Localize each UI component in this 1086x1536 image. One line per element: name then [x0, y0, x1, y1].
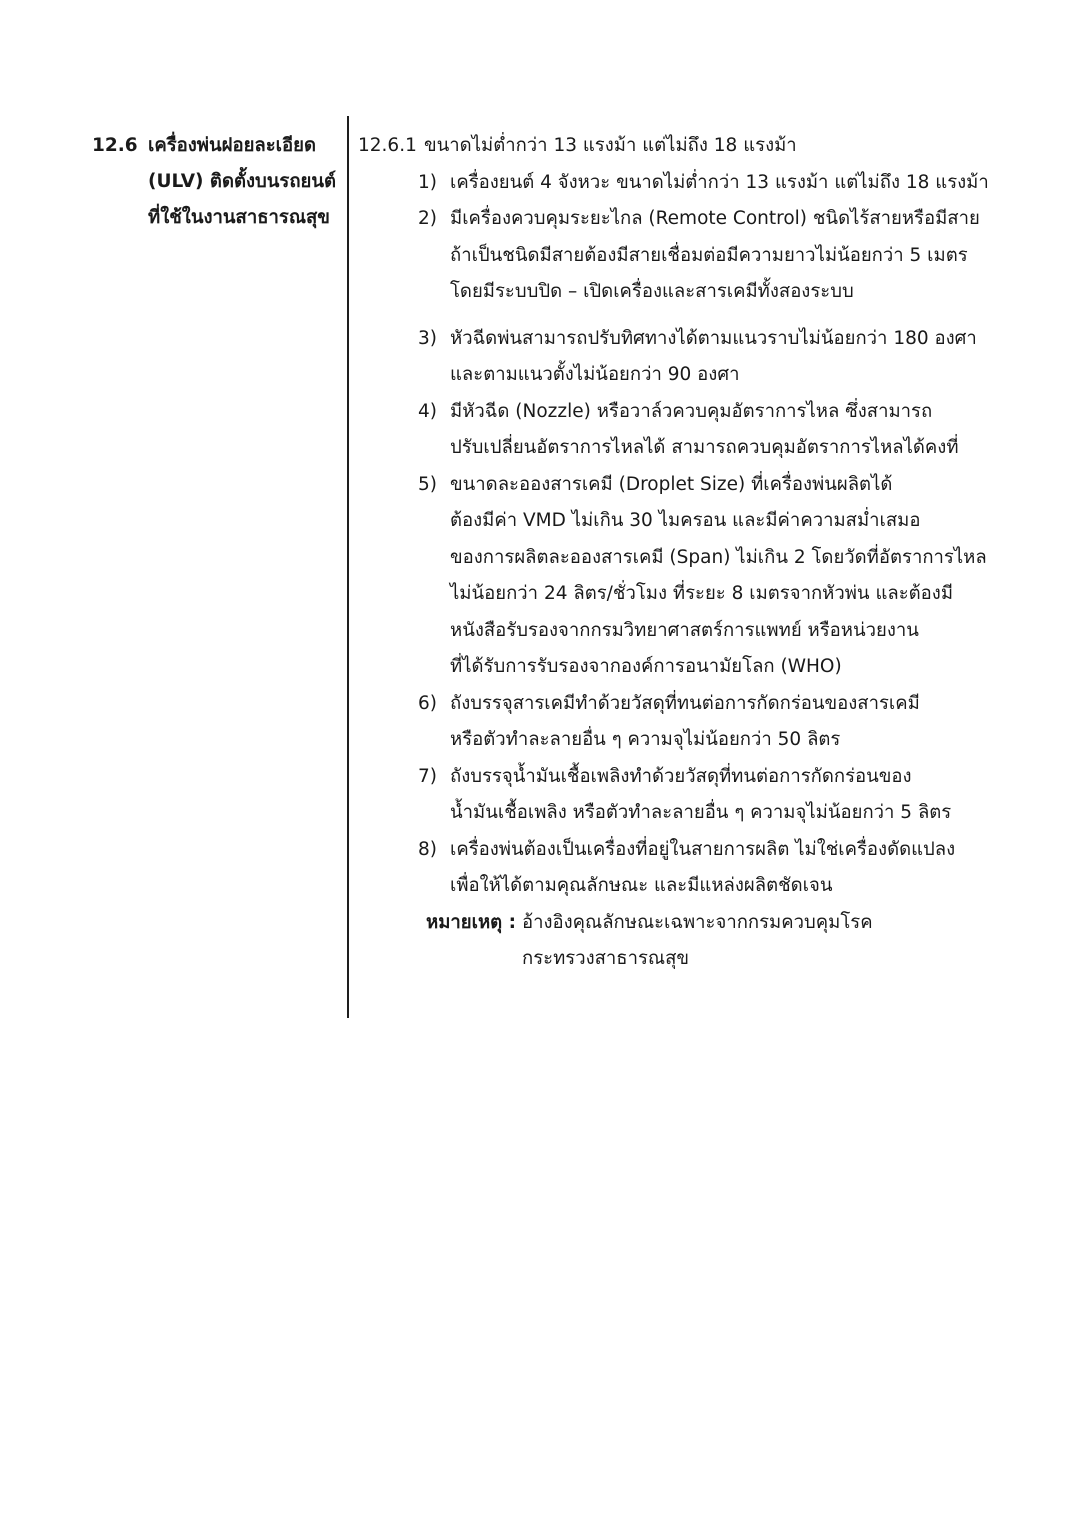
spec-item-line: ขนาดละอองสารเคมี (Droplet Size) ที่เครื่องพ่นผลิตได้ [450, 473, 893, 495]
specification-content [358, 128, 1038, 978]
subsection-text: ขนาดไม่ต่ำกว่า 13 แรงม้า แต่ไม่ถึง 18 แรงม้า [424, 135, 797, 156]
spec-item [358, 467, 1038, 686]
spec-item-line: หัวฉีดพ่นสามารถปรับทิศทางได้ตามแนวราบไม่น้อยกว่า 180 องศา [450, 327, 977, 349]
spec-item-line: มีเครื่องควบคุมระยะไกล (Remote Control) ชนิดไร้สายหรือมีสาย [450, 208, 980, 229]
spec-item [358, 686, 1038, 759]
spec-item-line: ปรับเปลี่ยนอัตราการไหลได้ สามารถควบคุมอัตราการไหลได้คงที่ [450, 437, 959, 458]
spec-item-line: ไม่น้อยกว่า 24 ลิตร/ชั่วโมง ที่ระยะ 8 เมตรจากหัวพ่น และต้องมี [450, 583, 954, 604]
spec-item-number: 5) [418, 473, 437, 495]
spec-item-number: 8) [418, 838, 437, 860]
spec-item-number: 2) [418, 208, 437, 229]
section-title-line: (ULV) ติดตั้งบนรถยนต์ [148, 171, 337, 192]
spec-item-number: 1) [418, 171, 437, 193]
spec-item-number: 3) [418, 327, 437, 349]
spec-item-line: ต้องมีค่า VMD ไม่เกิน 30 ไมครอน และมีค่าความสม่ำเสมอ [450, 510, 921, 531]
spec-item [358, 321, 1038, 394]
spec-item-line: น้ำมันเชื้อเพลิง หรือตัวทำละลายอื่น ๆ ความจุไม่น้อยกว่า 5 ลิตร [450, 802, 952, 823]
spec-item-line: เครื่องพ่นต้องเป็นเครื่องที่อยู่ในสายการผลิต ไม่ใช่เครื่องดัดแปลง [450, 838, 956, 860]
section-title [148, 128, 344, 236]
section-title-line: เครื่องพ่นฝอยละเอียด [148, 135, 316, 156]
spec-item [358, 165, 1038, 202]
spec-item-line: หรือตัวทำละลายอื่น ๆ ความจุไม่น้อยกว่า 50 ลิตร [450, 729, 841, 750]
spec-item-line: ถังบรรจุน้ำมันเชื้อเพลิงทำด้วยวัสดุที่ทนต่อการกัดกร่อนของ [450, 765, 912, 787]
note-line: อ้างอิงคุณลักษณะเฉพาะจากกรมควบคุมโรค [522, 911, 873, 933]
note-line: กระทรวงสาธารณสุข [522, 948, 690, 969]
spec-item-number: 6) [418, 692, 437, 714]
spec-item-line: ถ้าเป็นชนิดมีสายต้องมีสายเชื่อมต่อมีความยาวไม่น้อยกว่า 5 เมตร [450, 244, 968, 266]
spec-item [358, 759, 1038, 832]
spec-item [358, 394, 1038, 467]
section-number: 12.6 [92, 135, 138, 156]
spec-item-line: ของการผลิตละอองสารเคมี (Span) ไม่เกิน 2 โดยวัดที่อัตราการไหล [450, 546, 987, 568]
spec-item-number: 7) [418, 765, 437, 787]
note [358, 905, 1038, 978]
spec-item-number: 4) [418, 400, 437, 422]
spec-item-line: ถังบรรจุสารเคมีทำด้วยวัสดุที่ทนต่อการกัดกร่อนของสารเคมี [450, 692, 920, 714]
subsection-heading [358, 128, 1038, 165]
section-title-line: ที่ใช้ในงานสาธารณสุข [148, 207, 330, 228]
spec-item-line: เพื่อให้ได้ตามคุณลักษณะ และมีแหล่งผลิตชัดเจน [450, 875, 833, 896]
spec-item-line: ที่ได้รับการรับรองจากองค์การอนามัยโลก (WHO) [450, 656, 842, 677]
spec-item-line: และตามแนวตั้งไม่น้อยกว่า 90 องศา [450, 364, 740, 385]
spec-item-line: มีหัวฉีด (Nozzle) หรือวาล์วควบคุมอัตราการไหล ซึ่งสามารถ [450, 400, 933, 422]
spec-item [358, 832, 1038, 905]
column-divider [347, 116, 349, 1018]
spec-item-line: เครื่องยนต์ 4 จังหวะ ขนาดไม่ต่ำกว่า 13 แรงม้า แต่ไม่ถึง 18 แรงม้า [450, 171, 989, 193]
spec-item [358, 201, 1038, 311]
note-label: หมายเหตุ : [426, 911, 516, 933]
spec-item-line: โดยมีระบบปิด – เปิดเครื่องและสารเคมีทั้งสองระบบ [450, 281, 854, 302]
spec-item-line: หนังสือรับรองจากกรมวิทยาศาสตร์การแพทย์ หรือหน่วยงาน [450, 619, 919, 641]
subsection-number: 12.6.1 [358, 135, 417, 156]
